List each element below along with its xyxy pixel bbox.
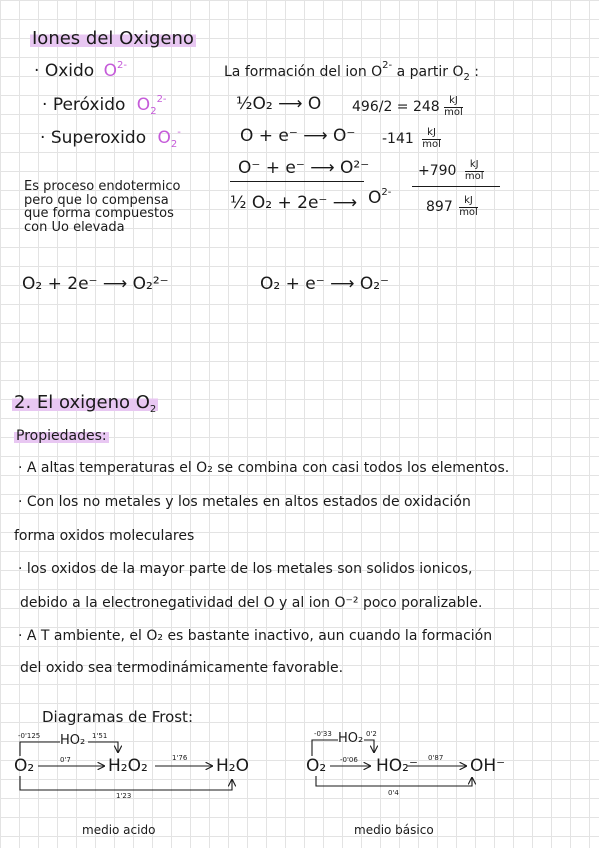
- paragraph-4: · los oxidos de la mayor parte de los metales son solidos ionicos,: [18, 561, 473, 577]
- total-reaction: ½ O₂ + 2e⁻ ⟶: [230, 193, 358, 213]
- ion-peroxido-formula: $O_2^{2-}$: [136, 94, 167, 117]
- ion-oxido-formula: $O^{2-}$: [103, 60, 127, 81]
- properties-label: Propiedades:: [16, 428, 107, 444]
- acid-middle: H₂O₂: [108, 756, 148, 776]
- acid-end: H₂O: [216, 756, 249, 776]
- frost-title: Diagramas de Frost:: [42, 708, 193, 726]
- acid-v-second: 1'76: [172, 754, 188, 762]
- equation-peroxide: O₂ + 2e⁻ ⟶ O₂²⁻: [22, 274, 169, 294]
- acid-v-total: 1'23: [116, 792, 132, 800]
- basic-v-top-right: 0'2: [366, 730, 377, 738]
- formation-heading: La formación del ion $O^{2-}$ a partir $O_2$ :: [224, 60, 480, 83]
- reaction-1-energy: 496/2 = 248 $\frac{kJ}{\text{mol}}$: [352, 95, 463, 118]
- basic-v-first: -0'06: [340, 756, 358, 764]
- basic-v-top-left: -0'33: [314, 730, 332, 738]
- acid-start: O₂: [14, 756, 35, 776]
- reaction-2: O + e⁻ ⟶ O⁻: [240, 126, 356, 146]
- basic-top-species: HO₂: [338, 731, 364, 746]
- basic-v-total: 0'4: [388, 789, 399, 797]
- basic-middle: HO₂⁻: [376, 756, 418, 776]
- ion-superoxido-formula: $O_2^-$: [157, 127, 181, 150]
- basic-medium-label: medio básico: [354, 823, 434, 837]
- reaction-2-energy: -141 $\frac{kJ}{\text{mol}}$: [382, 127, 441, 150]
- reaction-3: O⁻ + e⁻ ⟶ O²⁻: [238, 158, 370, 178]
- acid-top-species: HO₂: [60, 733, 86, 748]
- total-energy: 897 $\frac{kJ}{\text{mol}}$: [426, 195, 478, 218]
- basic-v-second: 0'87: [428, 754, 444, 762]
- ion-oxido: · Oxido $O^{2-}$: [34, 60, 127, 81]
- section-title-oxigeno: 2. El oxigeno $O_2$: [14, 392, 157, 415]
- section-title-iones: Iones del Oxigeno: [32, 28, 194, 49]
- basic-end: OH⁻: [470, 756, 506, 776]
- paragraph-2: · Con los no metales y los metales en altos estados de oxidación: [18, 494, 471, 510]
- paragraph-6: · A T ambiente, el O₂ es bastante inactivo, aun cuando la formación: [18, 628, 493, 644]
- paragraph-3: forma oxidos moleculares: [14, 528, 195, 544]
- equation-superoxide: O₂ + e⁻ ⟶ O₂⁻: [260, 274, 390, 294]
- acid-medium-label: medio acido: [82, 823, 156, 837]
- paragraph-1: · A altas temperaturas el O₂ se combina con casi todos los elementos.: [18, 460, 510, 476]
- reaction-1: ½O₂ ⟶ O: [236, 94, 322, 114]
- basic-start: O₂: [306, 756, 327, 776]
- ion-superoxido: · Superoxido $O_2^-$: [40, 127, 181, 150]
- endothermic-note: Es proceso endotermico pero que lo compensa que forma compuestos con Uo elevada: [24, 179, 181, 235]
- ion-peroxido: · Peróxido $O_2^{2-}$: [42, 94, 167, 117]
- total-product: $O^{2-}$: [368, 187, 392, 208]
- paragraph-5: debido a la electronegatividad del O y al ion O⁻² poco poralizable.: [20, 595, 483, 611]
- acid-v-top-right: 1'51: [92, 732, 108, 740]
- acid-v-top-left: -0'125: [18, 732, 41, 740]
- paragraph-7: del oxido sea termodinámicamente favorable.: [20, 660, 344, 676]
- reaction-3-energy: +790 $\frac{kJ}{\text{mol}}$: [418, 159, 484, 182]
- acid-v-first: 0'7: [60, 756, 71, 764]
